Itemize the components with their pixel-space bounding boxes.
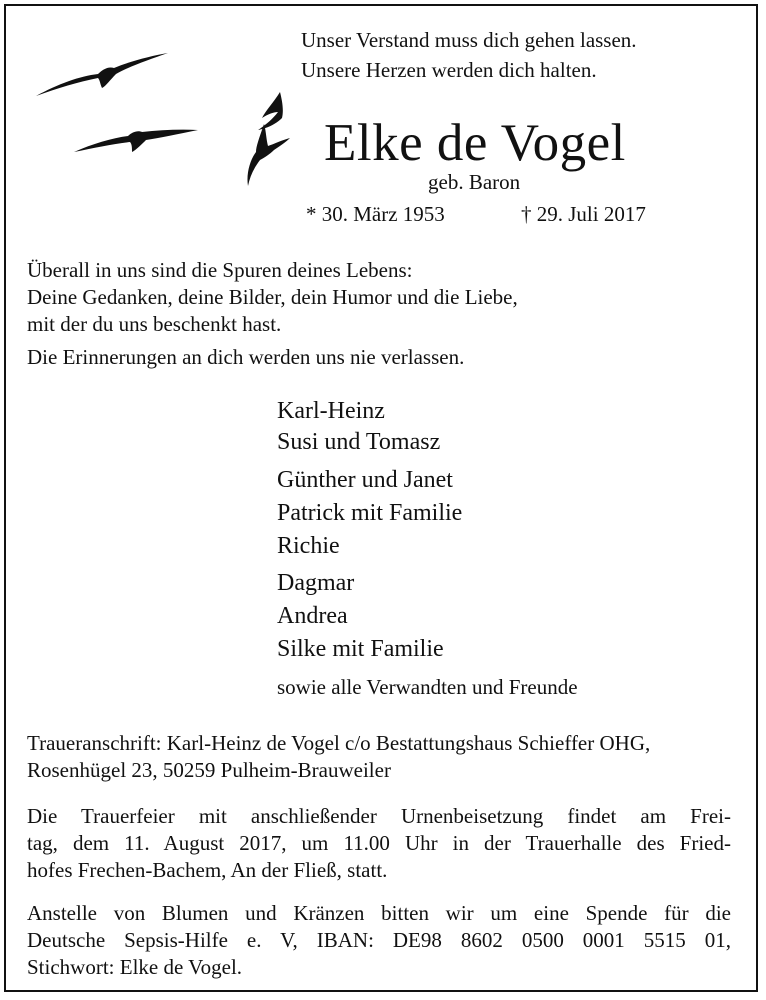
donation-line: Stichwort: Elke de Vogel. — [27, 955, 243, 979]
quote-line: Unsere Herzen werden dich halten. — [301, 58, 597, 82]
mourner-name: Andrea — [277, 603, 348, 629]
mourner-name: Silke mit Familie — [277, 636, 444, 662]
death-date: † 29. Juli 2017 — [521, 202, 646, 226]
donation-line: Deutsche Sepsis-Hilfe e. V, IBAN: DE98 8602 0500 0001 5515 01, — [27, 928, 731, 952]
poem-line: Deine Gedanken, deine Bilder, dein Humor und die Liebe, — [27, 285, 518, 309]
address-line: Traueranschrift: Karl-Heinz de Vogel c/o Bestattungshaus Schieffer OHG, — [27, 731, 651, 755]
mourner-name: Richie — [277, 533, 340, 559]
mourner-name: Günther und Janet — [277, 467, 453, 493]
mourner-name: Patrick mit Familie — [277, 500, 463, 526]
birth-name: geb. Baron — [428, 170, 521, 194]
deceased-name: Elke de Vogel — [324, 114, 626, 172]
poem-closing: Die Erinnerungen an dich werden uns nie verlassen. — [27, 345, 465, 369]
ceremony-line: hofes Frechen-Bachem, An der Fließ, statt. — [27, 858, 388, 882]
mourners-closing: sowie alle Verwandten und Freunde — [277, 675, 578, 699]
ceremony-line: tag, dem 11. August 2017, um 11.00 Uhr in der Trauerhalle des Fried- — [27, 831, 731, 855]
quote-line: Unser Verstand muss dich gehen lassen. — [301, 28, 637, 52]
poem-line: Überall in uns sind die Spuren deines Lebens: — [27, 258, 413, 282]
birth-date: * 30. März 1953 — [306, 202, 445, 226]
donation-line: Anstelle von Blumen und Kränzen bitten wir um eine Spende für die — [27, 901, 731, 925]
mourner-name: Dagmar — [277, 570, 355, 596]
mourner-name: Karl-Heinz — [277, 398, 385, 424]
flying-birds-icon — [28, 40, 328, 200]
ceremony-line: Die Trauerfeier mit anschließender Urnenbeisetzung findet am Frei- — [27, 804, 731, 828]
address-line: Rosenhügel 23, 50259 Pulheim-Brauweiler — [27, 758, 391, 782]
mourner-name: Susi und Tomasz — [277, 429, 441, 455]
poem-line: mit der du uns beschenkt hast. — [27, 312, 282, 336]
